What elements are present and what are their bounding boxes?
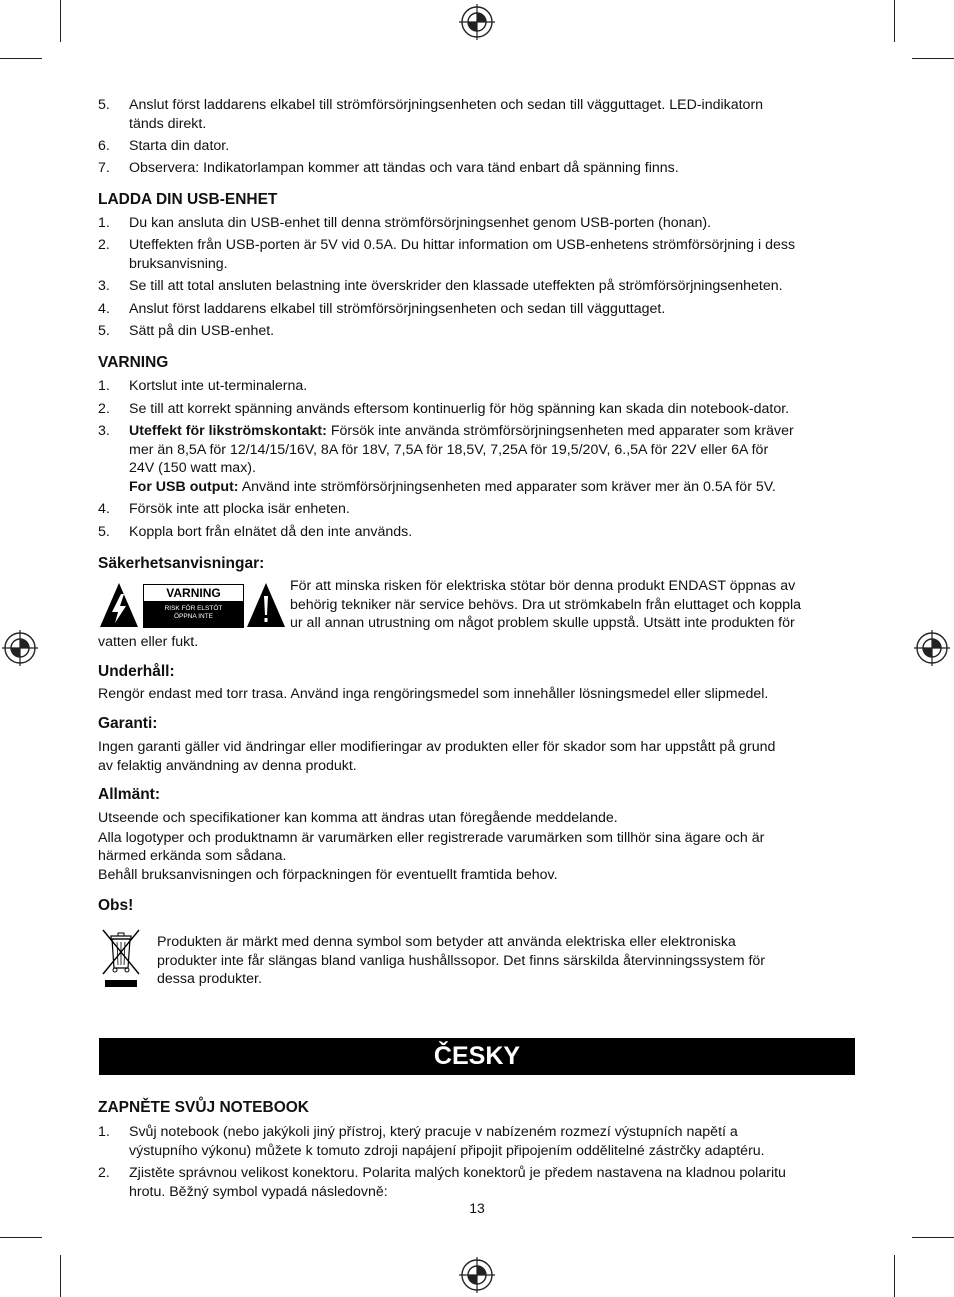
list-number: 1. [98,1124,110,1140]
crop-mark [894,0,895,42]
registration-mark-icon [459,4,495,40]
list-item: Se till att korrekt spänning används eftersom kontinuerlig för hög spänning kan skada din notebook-dator. [129,401,790,417]
section-heading: Allmänt: [98,786,160,803]
safety-text [290,577,860,633]
list-item: Sätt på din USB-enhet. [129,323,275,339]
registration-mark-icon [459,1257,495,1293]
line: Ingen garanti gäller vid ändringar eller modifieringar av produkten eller för skador som har uppstått på grund [98,739,776,755]
list-number: 2. [98,1165,110,1181]
line: av felaktig användning av denna produkt. [98,757,357,774]
bold-label: For USB output: [129,478,239,495]
line: dessa produkter. [157,971,262,987]
line: Zjistěte správnou velikost konektoru. Polarita malých konektorů je předem nastavena na kladnou polaritu [129,1165,786,1181]
list-item [129,1123,859,1160]
line: produkter inte får slängas bland vanliga hushållssopor. Det finns särskilda återvinningssystem för [157,952,766,969]
paragraph: Rengör endast med torr trasa. Använd inga rengöringsmedel som innehåller lösningsmedel eller slipmedel. [98,686,769,702]
list-item: Försök inte att plocka isär enheten. [129,501,350,517]
paragraph [98,738,868,775]
list-number: 5. [98,97,110,113]
line: härmed erkända som sådana. [98,848,287,864]
text: Försök inte använda strömförsörjningsenheten med apparater som kräver [326,423,794,439]
line: 24V (150 watt max). [129,460,256,476]
line: mer än 8,5A för 12/14/15/16V, 8A för 18V, 7,5A för 18,5V, 7,25A för 19,5/20V, 6.,5A för 22V eller 6A för [129,441,769,458]
list-number: 6. [98,138,110,154]
list-number: 2. [98,401,110,417]
section-heading: Säkerhetsanvisningar: [98,555,265,572]
crop-mark [0,1237,42,1238]
crop-mark [60,1255,61,1297]
line: tänds direkt. [129,115,207,132]
registration-mark-icon [2,630,38,666]
line: ur all annan utrustning om något problem skulle uppstå. Utsätt inte produkten för [290,615,795,631]
language-banner: ČESKY [99,1038,855,1075]
section-heading: LADDA DIN USB-ENHET [98,191,278,208]
line: Behåll bruksanvisningen och förpackningen för eventuellt framtida behov. [98,866,558,883]
line: hrotu. Běžný symbol vypadá následovně: [129,1183,388,1200]
line: Alla logotyper och produktnamn är varumärken eller registrerade varumärken som tillhör sina ägare och är [98,829,765,846]
list-number: 1. [98,378,110,394]
list-number: 1. [98,215,110,231]
page-number: 13 [469,1200,485,1216]
list-item: Starta din dator. [129,138,230,154]
crop-mark [912,58,954,59]
crossed-out-wheelie-bin-icon [100,928,142,990]
line [129,478,859,497]
crop-mark [60,0,61,42]
line: bruksanvisning. [129,255,228,272]
bold-label: Uteffekt för likströmskontakt: [129,423,327,439]
list-number: 4. [98,301,110,317]
section-heading: ZAPNĚTE SVŮJ NOTEBOOK [98,1099,309,1116]
line: Utseende och specifikationer kan komma att ändras utan föregående meddelande. [98,810,618,826]
section-heading: Underhåll: [98,663,175,680]
list-number: 7. [98,160,110,176]
list-item: Du kan ansluta din USB-enhet till denna strömförsörjningsenhet genom USB-porten (honan). [129,215,712,231]
line: Anslut först laddarens elkabel till strömförsörjningsenheten och sedan till vägguttaget. LED-indikatorn [129,97,764,113]
list-item: Se till att total ansluten belastning inte överskrider den klassade uteffekten på strömförsörjningsenheten. [129,278,783,294]
list-item [129,422,859,496]
section-heading: Obs! [98,897,134,914]
list-item: Koppla bort från elnätet då den inte används. [129,524,413,540]
warning-label [143,584,244,628]
list-item: Kortslut inte ut-terminalerna. [129,378,308,394]
warning-label-line: RISK FÖR ELSTÖT [164,605,223,612]
list-number: 5. [98,323,110,339]
list-number: 4. [98,501,110,517]
list-number: 3. [98,278,110,294]
crop-mark [894,1255,895,1297]
section-heading: VARNING [98,354,169,371]
list-item [129,236,859,273]
list-number: 3. [98,423,110,439]
electric-shock-warning-icon [99,582,139,628]
list-item [129,96,859,133]
exclamation-warning-icon [246,582,286,628]
list-item: Anslut först laddarens elkabel till strömförsörjningsenheten och sedan till vägguttaget. [129,301,666,317]
line: Produkten är märkt med denna symbol som betyder att använda elektriska eller elektroniska [157,934,736,950]
crop-mark [0,58,42,59]
line: För att minska risken för elektriska stötar bör denna produkt ENDAST öppnas av [290,578,796,594]
safety-text-last: vatten eller fukt. [98,634,199,650]
line: Svůj notebook (nebo jakýkoli jiný přístroj, který pracuje v nabízeném rozmezí výstupních napětí a [129,1124,738,1140]
registration-mark-icon [914,630,950,666]
section-heading: Garanti: [98,715,158,732]
warning-label-line: ÖPPNA INTE [173,613,213,620]
list-item: Observera: Indikatorlampan kommer att tändas och vara tänd enbart då spänning finns. [129,160,679,176]
line: Uteffekten från USB-porten är 5V vid 0.5A. Du hittar information om USB-enhetens strömförsörjning i dess [129,237,796,253]
list-number: 2. [98,237,110,253]
crop-mark [912,1237,954,1238]
line [129,422,859,441]
line: výstupního výkonu) můžete k tomuto zdroji napájení připojit připojením oddělitelné zástrčky adaptéru. [129,1142,765,1159]
line: behörig tekniker när service behövs. Dra ut strömkabeln från eluttaget och koppla [290,596,802,613]
list-item [129,1164,859,1201]
paragraph [157,933,857,989]
text: Använd inte strömförsörjningsenheten med apparater som kräver mer än 0.5A för 5V. [238,478,776,495]
list-number: 5. [98,524,110,540]
paragraph [98,809,868,885]
warning-label-title: VARNING [144,585,243,601]
